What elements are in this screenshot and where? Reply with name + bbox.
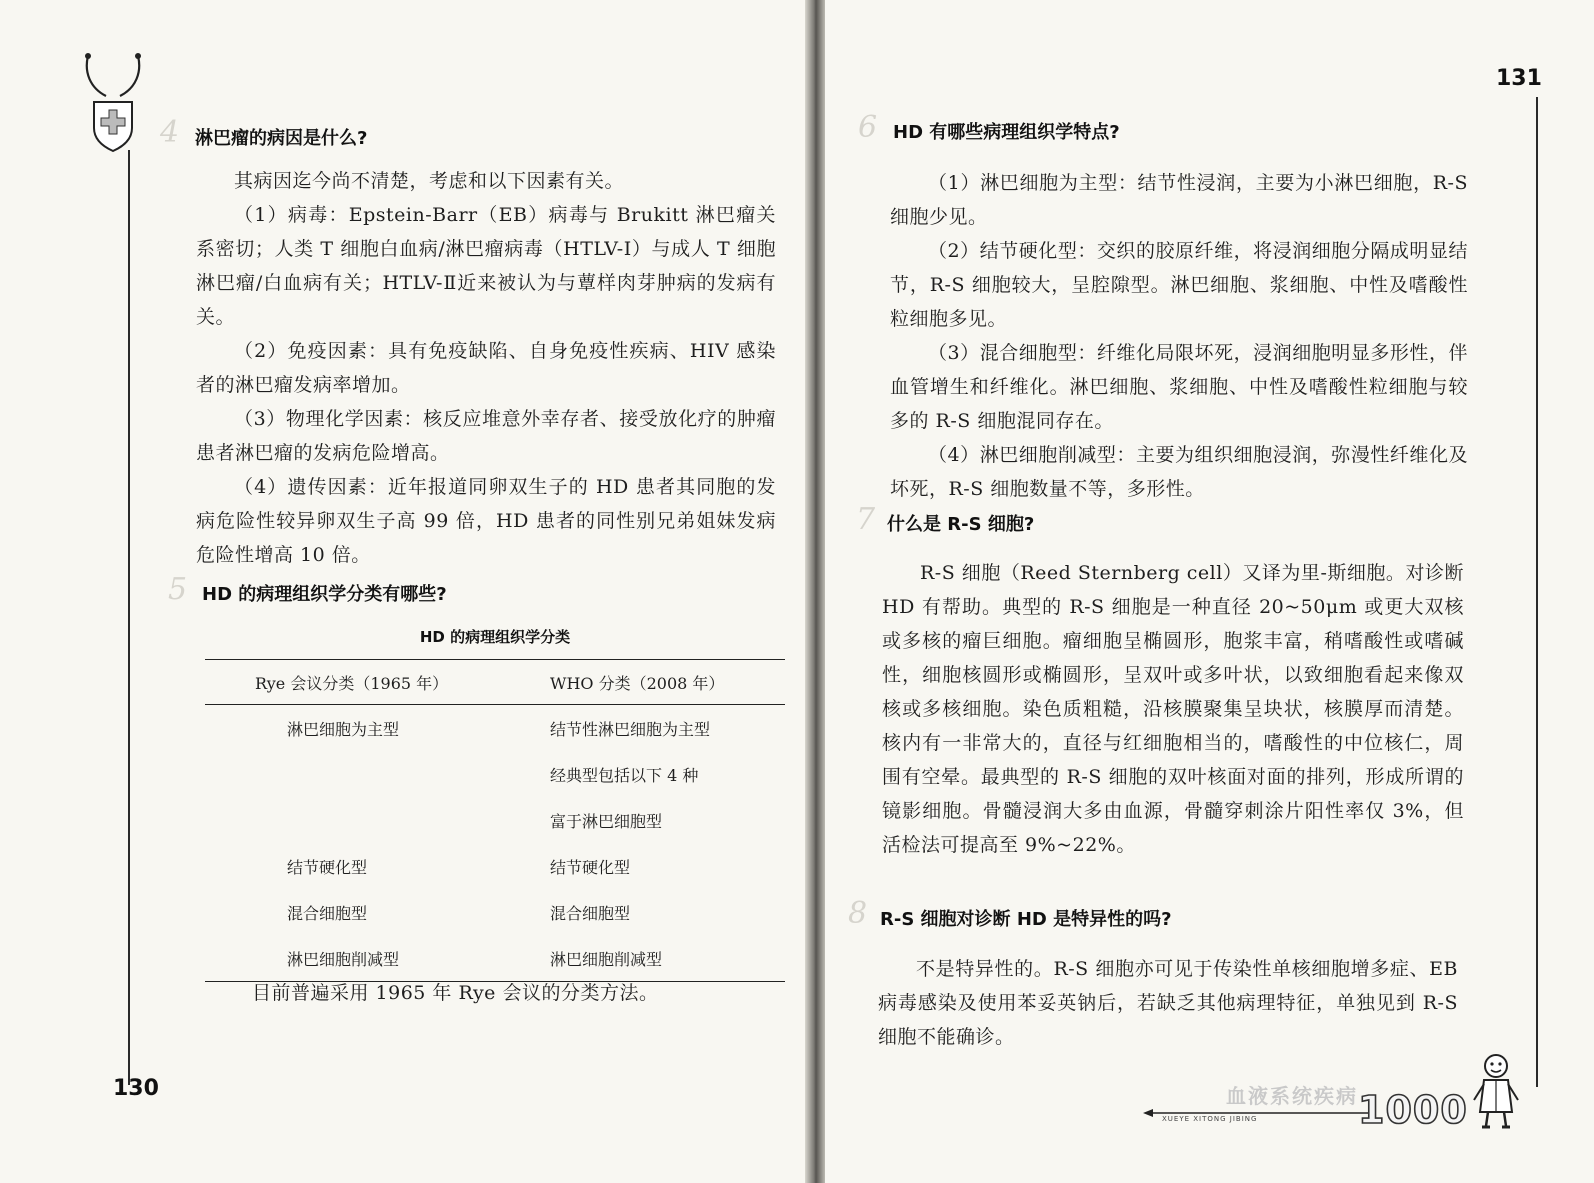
page-number-right: 131 [1496, 66, 1542, 91]
table-cell: 富于淋巴细胞型 [550, 811, 663, 831]
page-number-left: 130 [113, 1076, 159, 1101]
stethoscope-shield-icon [82, 50, 144, 155]
heading-q5: HD 的病理组织学分类有哪些? [202, 584, 447, 605]
series-pinyin: XUEYE XITONG JIBING [1162, 1115, 1258, 1123]
heading-q4: 淋巴瘤的病因是什么? [195, 128, 368, 149]
question-number-7: 7 [856, 502, 876, 537]
table-cell: 结节硬化型 [287, 857, 368, 877]
right-margin-rule [1536, 97, 1538, 1087]
table-cell: 结节硬化型 [550, 857, 631, 877]
table-row [205, 889, 785, 935]
q4-para-4: （4）遗传因素：近年报道同卵双生子的 HD 患者其同胞的发病危险性较异卵双生子高 99 倍，HD 患者的同性别兄弟姐妹发病危险性增高 10 倍。 [196, 476, 776, 566]
heading-q7: 什么是 R-S 细胞? [887, 514, 1035, 535]
q6-para-2: （3）混合细胞型：纤维化局限坏死，浸润细胞明显多形性，伴血管增生和纤维化。淋巴细胞、浆细胞、中性及嗜酸性粒细胞与较多的 R-S 细胞混同存在。 [890, 342, 1468, 432]
series-number: 1000 [1358, 1088, 1468, 1132]
table-cell: 混合细胞型 [550, 903, 631, 923]
left-margin-rule [128, 150, 130, 1085]
question-number-4: 4 [160, 115, 180, 150]
q7-para-0: R-S 细胞（Reed Sternberg cell）又译为里-斯细胞。对诊断 HD 有帮助。典型的 R-S 细胞是一种直径 20~50μm 或更大双核或多核的瘤巨细胞。瘤细胞呈椭圆形，胞浆丰富，稍嗜酸性或嗜碱性，细胞核圆形或椭圆形，呈双叶或多叶状，以致细胞看起来像双核或多核细胞。染色质粗糙，沿核膜聚集呈块状，核膜厚而清楚。核内有一非常大的，直径与红细胞相当的，嗜酸性的中位核仁，周围有空晕。最典型的 R-S 细胞的双叶核面对面的排列，形成所谓的镜影细胞。骨髓浸润大多由血源，骨髓穿刺涂片阳性率仅 3%，但活检法可提高至 9%~22%。 [882, 562, 1464, 856]
q7-body [882, 556, 1464, 862]
header-rye: Rye 会议分类（1965 年） [255, 673, 449, 693]
heading-q6: HD 有哪些病理组织学特点? [893, 122, 1120, 143]
table-row [205, 797, 785, 843]
table-cell: 混合细胞型 [287, 903, 368, 923]
table-cell: 淋巴细胞为主型 [287, 719, 400, 739]
question-number-6: 6 [858, 110, 878, 145]
series-title: 血液系统疾病 [1226, 1084, 1358, 1108]
table-row [205, 751, 785, 797]
q8-body [878, 952, 1458, 1054]
q4-para-2: （2）免疫因素：具有免疫缺陷、自身免疫性疾病、HIV 感染者的淋巴瘤发病率增加。 [196, 340, 776, 396]
table-cell: 结节性淋巴细胞为主型 [550, 719, 711, 739]
question-number-5: 5 [168, 572, 188, 607]
q4-para-0: 其病因迄今尚不清楚，考虑和以下因素有关。 [234, 170, 625, 192]
q8-para-0: 不是特异性的。R-S 细胞亦可见于传染性单核细胞增多症、EB 病毒感染及使用苯妥英钠后，若缺乏其他病理特征，单独见到 R-S 细胞不能确诊。 [878, 958, 1458, 1048]
doctor-mascot-icon [1466, 1050, 1526, 1130]
q4-para-1: （1）病毒：Epstein-Barr（EB）病毒与 Brukitt 淋巴瘤关系密切；人类 T 细胞白血病/淋巴瘤病毒（HTLV-Ⅰ）与成人 T 细胞淋巴瘤/白血病有关；HTLV-Ⅱ近来被认为与蕈样肉芽肿病的发病有关。 [196, 204, 776, 328]
q6-para-0: （1）淋巴细胞为主型：结节性浸润，主要为小淋巴细胞，R-S 细胞少见。 [890, 172, 1468, 228]
q6-body [890, 166, 1468, 506]
header-who: WHO 分类（2008 年） [550, 673, 725, 693]
table-row [205, 843, 785, 889]
table-row [205, 935, 785, 981]
table-caption: HD 的病理组织学分类 [419, 628, 571, 646]
book-gutter [805, 0, 825, 1183]
table-cell: 淋巴细胞削减型 [287, 949, 400, 969]
q4-para-3: （3）物理化学因素：核反应堆意外幸存者、接受放化疗的肿瘤患者淋巴瘤的发病危险增高。 [196, 408, 776, 464]
q5-note: 目前普遍采用 1965 年 Rye 会议的分类方法。 [252, 982, 659, 1004]
classification-table [205, 626, 785, 982]
table-cell: 淋巴细胞削减型 [550, 949, 663, 969]
heading-q8: R-S 细胞对诊断 HD 是特异性的吗? [880, 909, 1172, 930]
q6-para-1: （2）结节硬化型：交织的胶原纤维，将浸润细胞分隔成明显结节，R-S 细胞较大，呈腔隙型。淋巴细胞、浆细胞、中性及嗜酸性粒细胞多见。 [890, 240, 1468, 330]
table-row [205, 705, 785, 751]
table-header-row [205, 660, 785, 704]
q6-para-3: （4）淋巴细胞削减型：主要为组织细胞浸润，弥漫性纤维化及坏死，R-S 细胞数量不等，多形性。 [890, 444, 1468, 500]
question-number-8: 8 [848, 896, 868, 931]
table-cell: 经典型包括以下 4 种 [550, 765, 699, 785]
q4-body [196, 164, 776, 572]
